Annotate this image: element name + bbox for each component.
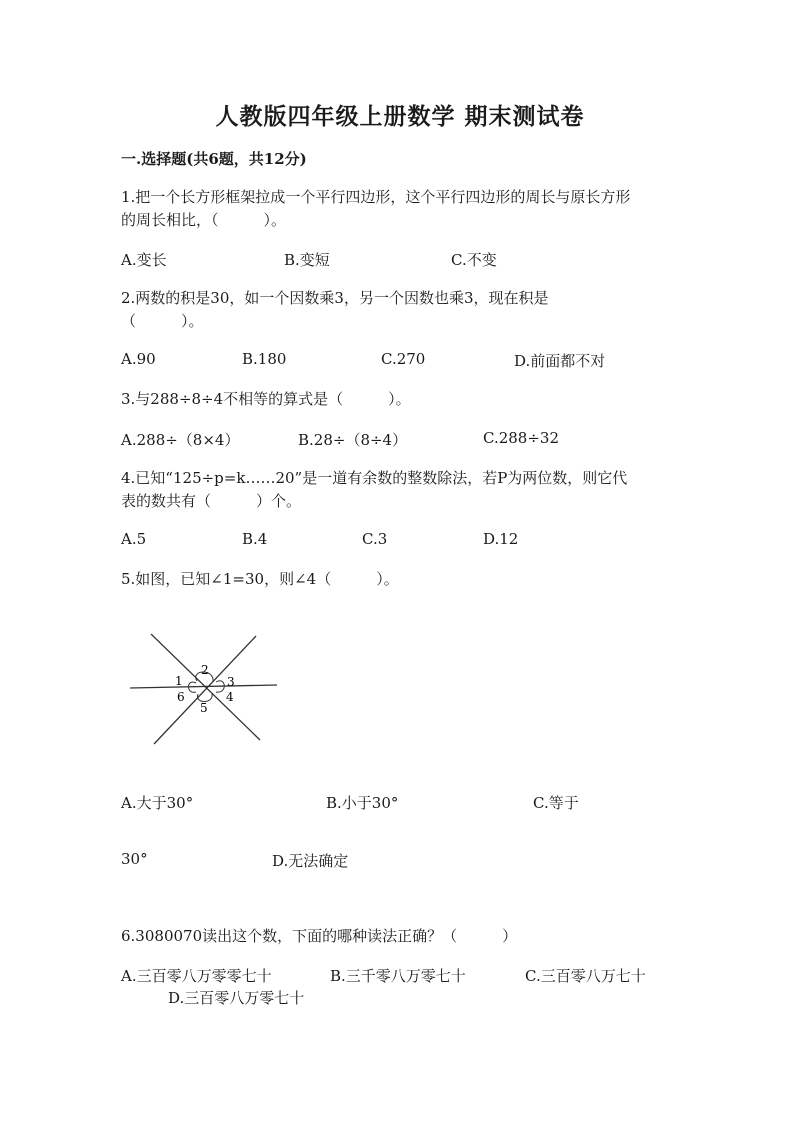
angle-label-4: 4 [226, 690, 234, 704]
question-6-option-c[interactable]: C.三百零八万七十 [525, 967, 646, 985]
angle-label-2: 2 [201, 663, 209, 677]
question-5-option-c[interactable]: C.等于 [533, 794, 579, 812]
question-2-option-a[interactable]: A.90 [121, 350, 156, 368]
question-1-line1: 1.把一个长方形框架拉成一个平行四边形，这个平行四边形的周长与原长方形 [121, 188, 631, 206]
question-1-option-c[interactable]: C.不变 [451, 251, 497, 269]
angle-label-3: 3 [227, 675, 235, 689]
angle-label-5: 5 [200, 701, 208, 715]
question-6-line1: 6.3080070读出这个数，下面的哪种读法正确？（ ） [121, 927, 518, 945]
question-5-option-d[interactable]: D.无法确定 [272, 852, 349, 870]
angle-label-1: 1 [175, 674, 183, 688]
question-4-line1: 4.已知“125÷p=k……20”是一道有余数的整数除法，若P为两位数，则它代 [121, 469, 628, 487]
page-title: 人教版四年级上册数学 期末测试卷 [215, 103, 585, 130]
question-3-option-c[interactable]: C.288÷32 [483, 429, 559, 447]
question-6-option-a[interactable]: A.三百零八万零零七十 [121, 967, 272, 985]
question-5-option-c-continued: 30° [121, 850, 148, 868]
question-5-line1: 5.如图，已知∠1=30，则∠4（ ）。 [121, 570, 399, 588]
question-6 [121, 925, 681, 948]
question-1-option-b[interactable]: B.变短 [284, 251, 330, 269]
section-heading: 一.选择题(共6题，共12分) [121, 150, 307, 168]
question-2-line1: 2.两数的积是30，如一个因数乘3，另一个因数也乘3，现在积是 [121, 289, 549, 307]
question-4-option-c[interactable]: C.3 [362, 530, 388, 548]
question-6-option-b[interactable]: B.三千零八万零七十 [330, 967, 466, 985]
question-4-option-b[interactable]: B.4 [242, 530, 268, 548]
question-3-option-b[interactable]: B.28÷（8÷4） [298, 431, 408, 449]
question-5 [121, 568, 681, 591]
question-1 [121, 186, 681, 232]
angle-figure [120, 628, 290, 748]
angle-label-6: 6 [177, 690, 185, 704]
question-2 [121, 287, 681, 333]
question-3-line1: 3.与288÷8÷4不相等的算式是（ ）。 [121, 390, 411, 408]
question-3-option-a[interactable]: A.288÷（8×4） [121, 431, 240, 449]
question-2-option-b[interactable]: B.180 [242, 350, 287, 368]
question-2-option-c[interactable]: C.270 [381, 350, 426, 368]
question-5-option-a[interactable]: A.大于30° [121, 794, 194, 812]
question-4-line2: 表的数共有（ ）个。 [121, 492, 302, 510]
question-6-option-d[interactable]: D.三百零八万零七十 [168, 989, 305, 1007]
question-5-option-b[interactable]: B.小于30° [326, 794, 399, 812]
question-4-option-d[interactable]: D.12 [483, 530, 519, 548]
question-1-line2: 的周长相比，（ ）。 [121, 211, 287, 229]
question-1-option-a[interactable]: A.变长 [121, 251, 167, 269]
question-4 [121, 467, 681, 513]
question-3 [121, 388, 681, 411]
question-4-option-a[interactable]: A.5 [121, 530, 147, 548]
question-2-option-d[interactable]: D.前面都不对 [514, 352, 606, 370]
question-2-line2: （ ）。 [121, 312, 204, 330]
